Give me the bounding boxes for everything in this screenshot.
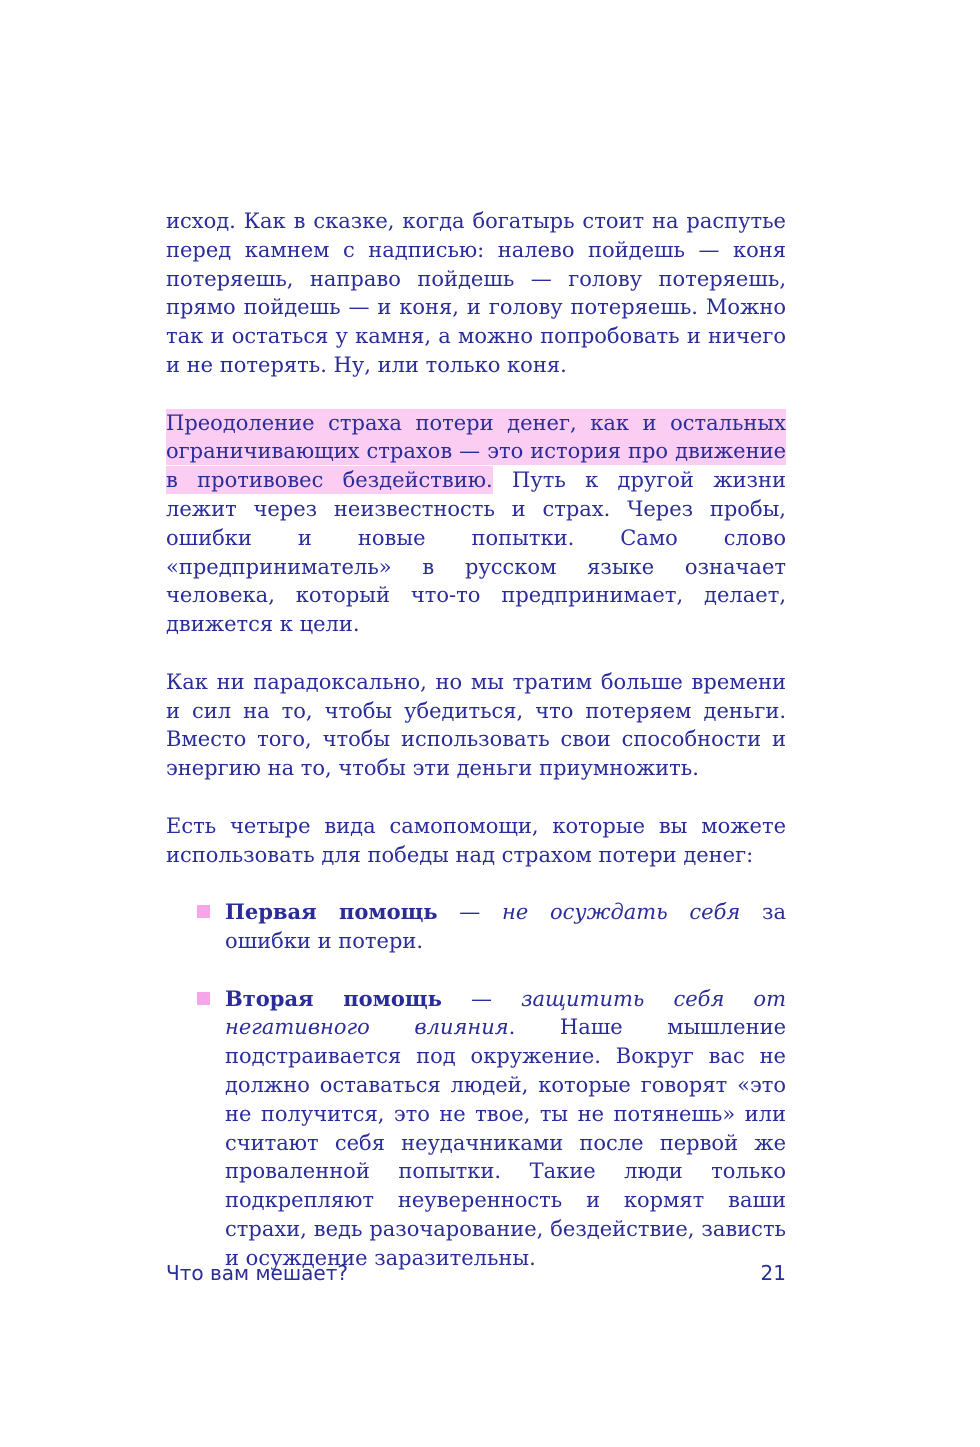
page-footer bbox=[166, 1260, 786, 1286]
paragraph-paradox: Как ни парадоксально, но мы тратим больше времени и сил на то, чтобы убедиться, что потеряем деньги. Вместо того, чтобы использовать свои способности и энергию на то, чтобы эти деньги приумножить. bbox=[166, 669, 786, 781]
highlighted-text: Преодоление страха потери денег, как и остальных ограничивающих страхов — это история про движение в противовес бездействию. bbox=[166, 410, 786, 493]
self-help-list bbox=[166, 898, 786, 1272]
paragraph-self-help-intro: Есть четыре вида самопомощи, которые вы можете использовать для победы над страхом потери денег: bbox=[166, 813, 786, 867]
list-item-rest: за ошибки и потери. bbox=[225, 900, 786, 953]
list-item bbox=[225, 898, 786, 956]
page-body bbox=[166, 207, 786, 1272]
page-number: 21 bbox=[760, 1261, 786, 1285]
list-item-rest: . Наше мышление подстраивается под окружение. Вокруг вас не должно оставаться людей, которые говорят «это не получится, это не твое, ты не потянешь» или считают себя неудачниками после первой же проваленной попытки. Такие люди только подкрепляют неуверенность и кормят ваши страхи, ведь разочарование, бездействие, зависть и осуждение заразительны. bbox=[225, 1015, 786, 1270]
list-item-emphasis: защитить себя от негативного влияния bbox=[225, 986, 786, 1040]
bullet-square-icon bbox=[197, 992, 210, 1005]
list-item bbox=[225, 985, 786, 1273]
paragraph-text: Путь к другой жизни лежит через неизвестность и страх. Через пробы, ошибки и новые попытки. Само слово «предприниматель» в русском языке означает человека, который что-то предпринимает, делает, движется к цели. bbox=[166, 468, 786, 637]
running-chapter-title: Что вам мешает? bbox=[166, 1261, 348, 1285]
list-item-lead: Первая помощь bbox=[225, 899, 438, 925]
list-item-text bbox=[225, 898, 786, 956]
list-item-dash: — bbox=[441, 986, 522, 1011]
list-item-dash: — bbox=[437, 900, 503, 925]
bullet-square-icon bbox=[197, 905, 210, 918]
list-item-text bbox=[225, 985, 786, 1273]
list-item-lead: Вторая помощь bbox=[225, 985, 442, 1011]
paragraph-fairytale: исход. Как в сказке, когда богатырь стоит на распутье перед камнем с надписью: налево пойдешь — коня потеряешь, направо пойдешь — голову потеряешь, прямо пойдешь — и коня, и голову потеряешь. Можно так и остаться у камня, а можно попробовать и ничего и не потерять. Ну, или только коня. bbox=[166, 209, 786, 377]
list-item-emphasis: не осуждать себя bbox=[502, 900, 741, 925]
paragraph-fear-of-loss bbox=[166, 409, 786, 639]
